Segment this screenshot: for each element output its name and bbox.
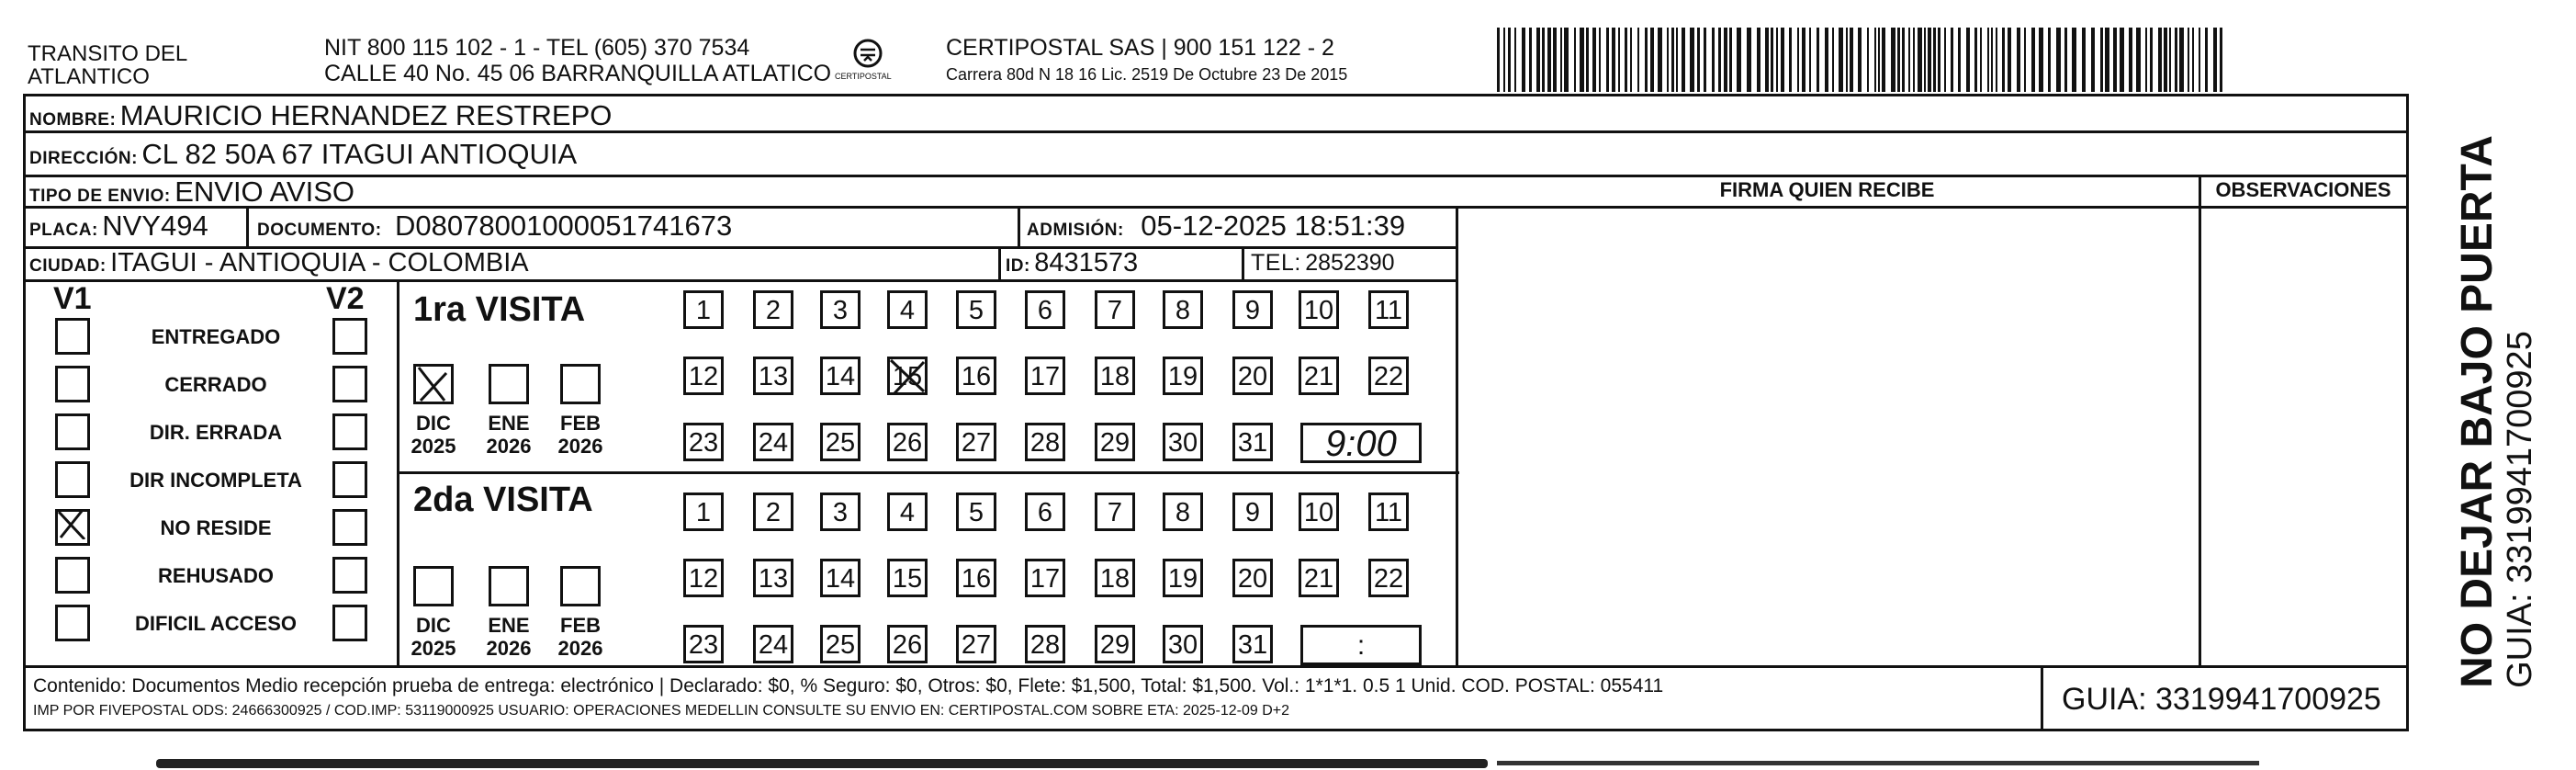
- barcode-bar: [1658, 28, 1662, 92]
- type-value: ENVIO AVISO: [174, 176, 355, 208]
- address-label: DIRECCIÓN:: [29, 149, 138, 168]
- day-box[interactable]: 4: [887, 290, 928, 329]
- barcode-bar: [1724, 28, 1727, 92]
- barcode-bar: [1690, 28, 1694, 92]
- barcode-bar: [1902, 28, 1905, 92]
- day-box[interactable]: 3: [820, 493, 861, 531]
- month-year: 2026: [557, 435, 603, 459]
- barcode-bar: [1729, 28, 1732, 92]
- day-box[interactable]: 12: [683, 559, 724, 597]
- bottom-edge-mark: [156, 759, 1488, 768]
- v1-checkbox[interactable]: [55, 413, 90, 450]
- barcode-bar: [2188, 28, 2189, 92]
- barcode-bar: [1497, 28, 1500, 92]
- barcode-bar: [2017, 28, 2020, 92]
- day-box[interactable]: 23: [683, 423, 724, 461]
- barcode-bar: [2158, 28, 2162, 92]
- barcode-bar: [1650, 28, 1654, 92]
- month-name: ENE: [488, 412, 530, 435]
- side-guia: GUIA: 3319941700925: [2501, 331, 2540, 688]
- barcode-bar: [1938, 28, 1940, 92]
- city-field: [29, 250, 529, 277]
- document-field: [257, 211, 732, 240]
- barcode-bar: [2064, 28, 2067, 92]
- tel-label: TEL:: [1251, 250, 1301, 276]
- barcode-bar: [2136, 28, 2141, 92]
- day-box[interactable]: 2: [753, 493, 793, 531]
- city-label: CIUDAD:: [29, 256, 107, 276]
- id-value: 8431573: [1034, 248, 1139, 277]
- barcode-bar: [2220, 28, 2222, 92]
- day-box[interactable]: 31: [1232, 625, 1273, 663]
- month-label: [481, 412, 536, 459]
- status-label: REHUSADO: [158, 564, 274, 587]
- month-label: [553, 614, 608, 661]
- row-divider: [25, 206, 2407, 209]
- barcode-bar: [1858, 28, 1862, 92]
- row-divider: [25, 175, 2407, 177]
- address-line: CALLE 40 No. 45 06 BARRANQUILLA ATLATICO: [324, 61, 832, 86]
- check-mark-icon: [413, 364, 454, 404]
- barcode-bar: [1789, 28, 1792, 92]
- bottom-edge-mark: [1497, 761, 2259, 765]
- visit2-title: 2da VISITA: [413, 481, 593, 519]
- day-box[interactable]: 30: [1163, 423, 1203, 461]
- barcode-bar: [1522, 28, 1525, 92]
- month-name: ENE: [488, 614, 530, 637]
- col-divider: [2199, 175, 2201, 665]
- v1-checkbox[interactable]: [55, 557, 90, 594]
- status-label: NO RESIDE: [160, 516, 272, 539]
- col-divider: [397, 279, 399, 665]
- barcode-bar: [2105, 28, 2109, 92]
- plate-label: PLACA:: [29, 221, 98, 240]
- no-dejar-warning: NO DEJAR BAJO PUERTA: [2453, 135, 2503, 688]
- day-box[interactable]: 9: [1232, 290, 1273, 329]
- barcode-bar: [2179, 28, 2184, 92]
- barcode-bar: [1612, 28, 1615, 92]
- barcode-bar: [1933, 28, 1936, 92]
- v2-header: V2: [326, 281, 365, 316]
- day-box[interactable]: 28: [1025, 423, 1065, 461]
- barcode-bar: [2113, 28, 2117, 92]
- barcode-bar: [1547, 28, 1551, 92]
- barcode-bar: [1630, 28, 1632, 92]
- barcode-bar: [2048, 28, 2051, 92]
- barcode-bar: [1867, 28, 1869, 92]
- day-box[interactable]: 14: [820, 357, 861, 395]
- day-box[interactable]: 29: [1095, 625, 1135, 663]
- status-label: DIR INCOMPLETA: [129, 469, 302, 492]
- admission-field: [1027, 211, 1405, 240]
- barcode-bar: [2100, 28, 2103, 92]
- v2-checkbox[interactable]: [332, 461, 367, 498]
- barcode-bar: [1606, 28, 1609, 92]
- carrier-line: CERTIPOSTAL SAS | 900 151 122 - 2: [946, 35, 1334, 61]
- day-box[interactable]: 5: [956, 290, 996, 329]
- day-box[interactable]: 30: [1163, 625, 1203, 663]
- barcode-bar: [2091, 28, 2095, 92]
- barcode-bar: [1757, 28, 1760, 92]
- name-value: MAURICIO HERNANDEZ RESTREPO: [119, 99, 613, 131]
- barcode-bar: [1882, 28, 1885, 92]
- type-field: [29, 177, 354, 206]
- status-label: CERRADO: [164, 373, 267, 396]
- day-box[interactable]: 27: [956, 423, 996, 461]
- day-box[interactable]: 15: [887, 559, 928, 597]
- barcode-bar: [1503, 28, 1505, 92]
- barcode-bar: [1637, 28, 1639, 92]
- name-field: [29, 101, 612, 130]
- day-box[interactable]: 11: [1368, 290, 1409, 329]
- barcode-bar: [1574, 28, 1576, 92]
- col-divider: [1456, 206, 1458, 665]
- time-box[interactable]: :: [1300, 625, 1422, 665]
- day-box[interactable]: 20: [1232, 357, 1273, 395]
- day-box[interactable]: 25: [820, 625, 861, 663]
- barcode-bar: [1592, 28, 1596, 92]
- barcode-bar: [1846, 28, 1848, 92]
- barcode-bar: [1712, 28, 1715, 92]
- tel-field: [1251, 252, 1395, 275]
- status-label: DIR. ERRADA: [149, 421, 283, 444]
- barcode-bar: [2192, 28, 2194, 92]
- barcode-bar: [2008, 28, 2011, 92]
- barcode-bar: [1682, 28, 1685, 92]
- day-box[interactable]: 1: [683, 493, 724, 531]
- barcode-bar: [1667, 28, 1669, 92]
- v2-checkbox[interactable]: [332, 318, 367, 355]
- month-name: DIC: [416, 412, 451, 435]
- address-field: [29, 140, 577, 168]
- month-checkbox[interactable]: [489, 364, 529, 404]
- document-label: DOCUMENTO:: [257, 221, 382, 240]
- v1-checkbox[interactable]: [55, 318, 90, 355]
- day-box[interactable]: 10: [1299, 290, 1339, 329]
- company-name: TRANSITO DEL ATLANTICO: [28, 41, 187, 90]
- barcode-bar: [1536, 28, 1540, 92]
- barcode-bar: [1645, 28, 1648, 92]
- day-box[interactable]: 15: [887, 357, 928, 395]
- nit-line: NIT 800 115 102 - 1 - TEL (605) 370 7534: [324, 35, 750, 61]
- barcode-bar: [2082, 28, 2086, 92]
- barcode-bar: [1737, 28, 1741, 92]
- day-box[interactable]: 7: [1095, 493, 1135, 531]
- day-box[interactable]: 31: [1232, 423, 1273, 461]
- barcode-bar: [1951, 28, 1953, 92]
- barcode-bar: [1776, 28, 1778, 92]
- barcode-bar: [1580, 28, 1584, 92]
- v2-checkbox[interactable]: [332, 509, 367, 546]
- barcode-bar: [1996, 28, 1997, 92]
- month-label: [481, 614, 536, 661]
- barcode-bar: [1771, 28, 1773, 92]
- barcode-bar: [1797, 28, 1799, 92]
- row-divider: [25, 279, 1457, 282]
- barcode-bar: [1529, 28, 1532, 92]
- barcode-bar: [1625, 28, 1627, 92]
- barcode-bar: [1514, 28, 1516, 92]
- day-box[interactable]: 16: [956, 357, 996, 395]
- signature-header: FIRMA QUIEN RECIBE: [1719, 178, 1935, 201]
- document-value: D08078001000051741673: [395, 209, 733, 242]
- day-box[interactable]: 28: [1025, 625, 1065, 663]
- barcode-bar: [1958, 28, 1961, 92]
- barcode-bar: [1697, 28, 1700, 92]
- barcode-bar: [2205, 28, 2208, 92]
- month-checkbox[interactable]: [413, 364, 454, 404]
- barcode-bar: [1671, 28, 1674, 92]
- col-divider: [1242, 246, 1244, 279]
- month-year: 2025: [411, 435, 456, 459]
- barcode-bar: [1918, 28, 1922, 92]
- day-box[interactable]: 26: [887, 625, 928, 663]
- month-name: DIC: [416, 614, 451, 637]
- month-year: 2026: [486, 637, 532, 661]
- day-box[interactable]: 7: [1095, 290, 1135, 329]
- certipostal-logo: [831, 35, 905, 90]
- barcode-bar: [1553, 28, 1557, 92]
- day-box[interactable]: 8: [1163, 290, 1203, 329]
- barcode-bar: [1878, 28, 1880, 92]
- barcode-bar: [1747, 28, 1751, 92]
- month-name: FEB: [560, 614, 601, 637]
- day-box[interactable]: 4: [887, 493, 928, 531]
- barcode-bar: [1897, 28, 1900, 92]
- month-checkbox[interactable]: [560, 364, 601, 404]
- plate-value: NVY494: [102, 209, 208, 242]
- address-value: CL 82 50A 67 ITAGUI ANTIOQUIA: [141, 138, 578, 170]
- barcode-bar: [1832, 28, 1834, 92]
- barcode-bar: [1944, 28, 1946, 92]
- day-box[interactable]: 19: [1163, 559, 1203, 597]
- barcode-bar: [2039, 28, 2043, 92]
- name-label: NOMBRE:: [29, 110, 117, 130]
- barcode-bar: [1991, 28, 1993, 92]
- barcode-bar: [2024, 28, 2026, 92]
- v2-checkbox[interactable]: [332, 557, 367, 594]
- logo-text: CERTIPOSTAL: [835, 72, 892, 81]
- day-box[interactable]: 19: [1163, 357, 1203, 395]
- barcode-bar: [1809, 28, 1811, 92]
- day-box[interactable]: 3: [820, 290, 861, 329]
- tel-value: 2852390: [1305, 250, 1395, 276]
- barcode-bar: [1928, 28, 1931, 92]
- license-line: Carrera 80d N 18 16 Lic. 2519 De Octubre 23 De 2015: [946, 65, 1348, 84]
- barcode-bar: [1908, 28, 1910, 92]
- barcode-bar: [1987, 28, 1989, 92]
- barcode-bar: [1618, 28, 1620, 92]
- admission-label: ADMISIÓN:: [1027, 221, 1124, 240]
- imp-line: IMP POR FIVEPOSTAL ODS: 24666300925 / COD.IMP: 53119000925 USUARIO: OPERACIONES MEDELLIN CONSULTE SU ENVIO EN: CERTIPOSTAL.COM SOBRE ETA: 2025-12-09 D+2: [33, 703, 1290, 719]
- col-divider: [2041, 665, 2043, 731]
- day-box[interactable]: 10: [1299, 493, 1339, 531]
- status-label: DIFICIL ACCESO: [134, 612, 297, 635]
- barcode-bar: [1781, 28, 1784, 92]
- day-box[interactable]: 24: [753, 423, 793, 461]
- barcode-bar: [1817, 28, 1819, 92]
- day-box[interactable]: 27: [956, 625, 996, 663]
- barcode-bar: [1564, 28, 1569, 92]
- v2-checkbox[interactable]: [332, 413, 367, 450]
- day-box[interactable]: 8: [1163, 493, 1203, 531]
- day-box[interactable]: 18: [1095, 357, 1135, 395]
- content-line: Contenido: Documentos Medio recepción prueba de entrega: electrónico | Declarado: $0, % Seguro: $0, Otros: $0, Flete: $1,500, Total: $1,500. Vol.: 1*1*1. 0.5 1 Unid. COD. POSTAL: 055411: [33, 675, 1664, 696]
- barcode-bar: [1560, 28, 1562, 92]
- day-box[interactable]: 11: [1368, 493, 1409, 531]
- admission-value: 05-12-2025 18:51:39: [1141, 209, 1406, 242]
- barcode-bar: [2120, 28, 2124, 92]
- barcode-bar: [1825, 28, 1828, 92]
- day-box[interactable]: 2: [753, 290, 793, 329]
- barcode-bar: [1839, 28, 1843, 92]
- day-box[interactable]: 13: [753, 559, 793, 597]
- v1-checkbox[interactable]: [55, 509, 90, 546]
- day-box[interactable]: 22: [1368, 357, 1409, 395]
- id-label: ID:: [1006, 256, 1030, 276]
- barcode: [1497, 28, 2222, 92]
- day-box[interactable]: 20: [1232, 559, 1273, 597]
- day-box[interactable]: 21: [1299, 357, 1339, 395]
- type-label: TIPO DE ENVIO:: [29, 187, 171, 206]
- barcode-bar: [1924, 28, 1926, 92]
- barcode-bar: [2002, 28, 2005, 92]
- barcode-bar: [1599, 28, 1601, 92]
- barcode-bar: [2031, 28, 2035, 92]
- barcode-bar: [2129, 28, 2132, 92]
- barcode-bar: [2199, 28, 2200, 92]
- footer-guia: GUIA: 3319941700925: [2062, 682, 2381, 717]
- day-box[interactable]: 29: [1095, 423, 1135, 461]
- month-checkbox[interactable]: [413, 566, 454, 606]
- month-year: 2026: [486, 435, 532, 459]
- v2-checkbox[interactable]: [332, 605, 367, 641]
- day-box[interactable]: 26: [887, 423, 928, 461]
- barcode-bar: [1542, 28, 1545, 92]
- month-label: [406, 412, 461, 459]
- time-box[interactable]: 9:00: [1300, 423, 1422, 463]
- barcode-bar: [2056, 28, 2061, 92]
- month-label: [406, 614, 461, 661]
- side-text: [2453, 135, 2540, 688]
- row-divider: [25, 665, 2407, 668]
- day-box[interactable]: 23: [683, 625, 724, 663]
- barcode-bar: [2164, 28, 2167, 92]
- barcode-bar: [2145, 28, 2147, 92]
- month-year: 2025: [411, 637, 456, 661]
- visit1-title: 1ra VISITA: [413, 290, 586, 329]
- plate-field: [29, 211, 208, 240]
- check-mark-icon: [55, 506, 86, 539]
- month-checkbox[interactable]: [560, 566, 601, 606]
- day-box[interactable]: 16: [956, 559, 996, 597]
- barcode-bar: [1874, 28, 1876, 92]
- v1-header: V1: [53, 281, 92, 316]
- barcode-bar: [2150, 28, 2153, 92]
- barcode-bar: [1508, 28, 1511, 92]
- barcode-bar: [1718, 28, 1721, 92]
- barcode-bar: [1980, 28, 1982, 92]
- barcode-bar: [1802, 28, 1805, 92]
- logo-icon: [831, 35, 905, 90]
- col-divider: [1018, 206, 1020, 246]
- barcode-bar: [1850, 28, 1853, 92]
- v1-checkbox[interactable]: [55, 605, 90, 641]
- barcode-bar: [1676, 28, 1678, 92]
- barcode-bar: [2213, 28, 2217, 92]
- month-label: [553, 412, 608, 459]
- day-box[interactable]: 17: [1025, 559, 1065, 597]
- barcode-bar: [1913, 28, 1915, 92]
- day-box[interactable]: 25: [820, 423, 861, 461]
- visit-divider: [397, 471, 1459, 474]
- barcode-bar: [1765, 28, 1769, 92]
- observations-header: OBSERVACIONES: [2215, 178, 2391, 201]
- month-checkbox[interactable]: [489, 566, 529, 606]
- barcode-bar: [2169, 28, 2171, 92]
- barcode-bar: [1966, 28, 1970, 92]
- v2-checkbox[interactable]: [332, 366, 367, 402]
- month-year: 2026: [557, 637, 603, 661]
- city-value: ITAGUI - ANTIOQUIA - COLOMBIA: [110, 248, 529, 277]
- status-label: ENTREGADO: [151, 325, 281, 348]
- day-box[interactable]: 13: [753, 357, 793, 395]
- v1-checkbox[interactable]: [55, 366, 90, 402]
- day-box[interactable]: 1: [683, 290, 724, 329]
- barcode-bar: [1891, 28, 1895, 92]
- barcode-bar: [2072, 28, 2076, 92]
- day-box[interactable]: 5: [956, 493, 996, 531]
- barcode-bar: [1704, 28, 1706, 92]
- barcode-bar: [2175, 28, 2177, 92]
- day-box[interactable]: 22: [1368, 559, 1409, 597]
- day-box[interactable]: 21: [1299, 559, 1339, 597]
- day-box[interactable]: 6: [1025, 493, 1065, 531]
- day-box[interactable]: 9: [1232, 493, 1273, 531]
- month-name: FEB: [560, 412, 601, 435]
- col-divider: [998, 246, 1001, 279]
- v1-checkbox[interactable]: [55, 461, 90, 498]
- day-box[interactable]: 18: [1095, 559, 1135, 597]
- day-box[interactable]: 6: [1025, 290, 1065, 329]
- day-box[interactable]: 14: [820, 559, 861, 597]
- day-box[interactable]: 12: [683, 357, 724, 395]
- col-divider: [246, 206, 249, 246]
- barcode-bar: [1586, 28, 1589, 92]
- id-field: [1006, 250, 1138, 277]
- day-box[interactable]: 17: [1025, 357, 1065, 395]
- day-box[interactable]: 24: [753, 625, 793, 663]
- barcode-bar: [1974, 28, 1977, 92]
